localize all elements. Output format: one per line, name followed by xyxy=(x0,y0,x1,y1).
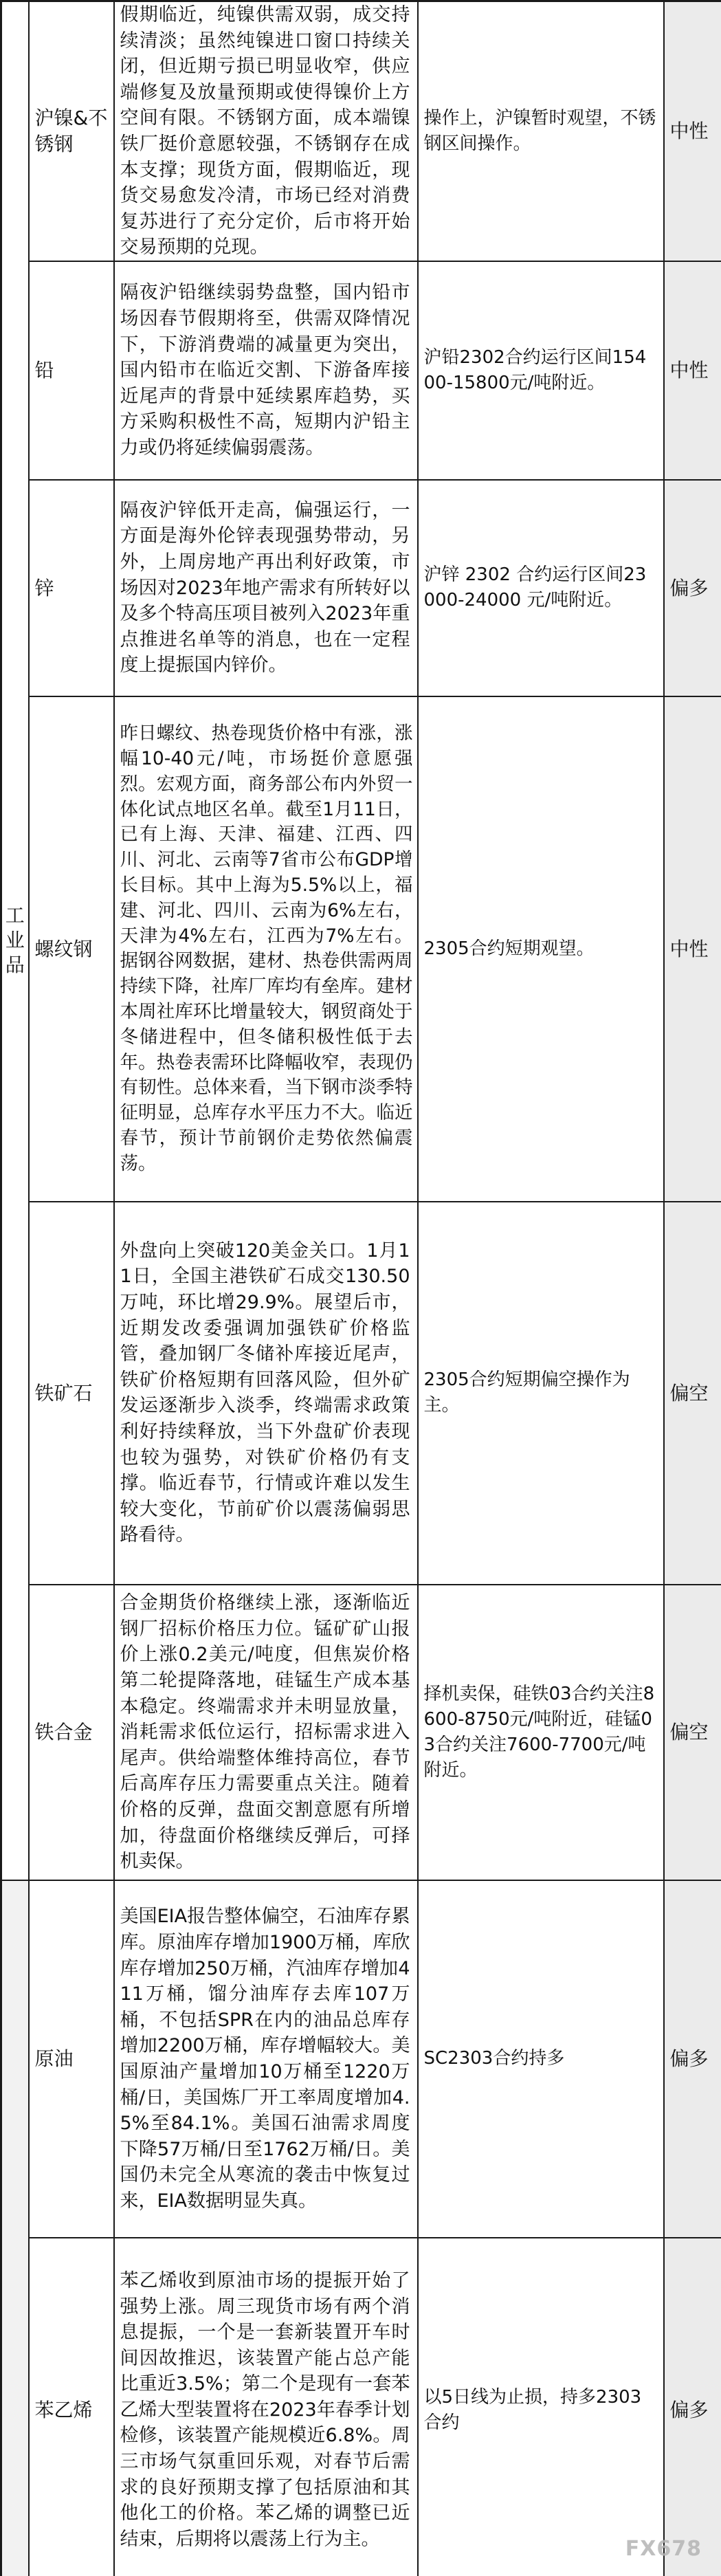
commodity-name: 螺纹钢 xyxy=(29,696,114,1202)
outlook-view: 中性 xyxy=(664,1,721,261)
strategy: 沪铅2302合约运行区间15400-15800元/吨附近。 xyxy=(418,261,664,480)
table-row xyxy=(1,2238,721,2576)
table-row xyxy=(1,1585,721,1880)
outlook-view: 中性 xyxy=(664,261,721,480)
table-row xyxy=(1,261,721,480)
commodity-name: 苯乙烯 xyxy=(29,2238,114,2576)
commodity-name: 铁合金 xyxy=(29,1585,114,1880)
commodity-name: 沪镍&不锈钢 xyxy=(29,1,114,261)
table-row xyxy=(1,1880,721,2238)
outlook-view: 偏空 xyxy=(664,1585,721,1880)
market-analysis: 假期临近，纯镍供需双弱，成交持续清淡；虽然纯镍进口窗口持续关闭，但近期亏损已明显收窄，供应端修复及放量预期或使得镍价上方空间有限。不锈钢方面，成本端镍铁厂挺价意愿较强，不锈钢存在成本支撑；现货方面，假期临近，现货交易愈发冷清，市场已经对消费复苏进行了充分定价，后市将开始交易预期的兑现。 xyxy=(114,1,418,261)
market-analysis: 昨日螺纹、热卷现货价格中有涨，涨幅10-40元/吨，市场挺价意愿强烈。宏观方面，商务部公布内外贸一体化试点地区名单。截至1月11日，已有上海、天津、福建、江西、四川、河北、云南等7省市公布GDP增长目标。其中上海为5.5%以上，福建、河北、四川、云南为6%左右，天津为4%左右，江西为7%左右。据钢谷网数据，建材、热卷供需两周持续下降，社库厂库均有垒库。建材本周社库环比增量较大，钢贸商处于冬储进程中，但冬储积极性低于去年。热卷表需环比降幅收窄，表现仍有韧性。总体来看，当下钢市淡季特征明显，总库存水平压力不大。临近春节，预计节前钢价走势依然偏震荡。 xyxy=(114,696,418,1202)
table-row xyxy=(1,696,721,1202)
table-row xyxy=(1,1,721,261)
outlook-view: 偏多 xyxy=(664,480,721,696)
market-analysis: 隔夜沪锌低开走高，偏强运行，一方面是海外伦锌表现强势带动，另外，上周房地产再出利好政策，市场因对2023年地产需求有所转好以及多个特高压项目被列入2023年重点推进名单等的消息，也在一定程度上提振国内锌价。 xyxy=(114,480,418,696)
market-analysis: 隔夜沪铅继续弱势盘整，国内铅市场因春节假期将至，供需双降情况下，下游消费端的减量更为突出，国内铅市在临近交割、下游备库接近尾声的背景中延续累库趋势，买方采购积极性不高，短期内沪铅主力或仍将延续偏弱震荡。 xyxy=(114,261,418,480)
strategy: 沪锌 2302 合约运行区间23000-24000 元/吨附近。 xyxy=(418,480,664,696)
commodity-name: 铁矿石 xyxy=(29,1202,114,1585)
strategy: 操作上，沪镍暂时观望，不锈钢区间操作。 xyxy=(418,1,664,261)
strategy: 2305合约短期偏空操作为主。 xyxy=(418,1202,664,1585)
category-cell xyxy=(1,1,29,1880)
market-analysis: 苯乙烯收到原油市场的提振开始了强势上涨。周三现货市场有两个消息提振，一个是一套新装置开车时间因故推迟，该装置产能占总产能比重近3.5%；第二个是现有一套苯乙烯大型装置将在2023年春季计划检修，该装置产能规模近6.8%。周三市场气氛重回乐观，对春节后需求的良好预期支撑了包括原油和其他化工的价格。苯乙烯的调整已近结束，后期将以震荡上行为主。 xyxy=(114,2238,418,2576)
market-analysis: 外盘向上突破120美金关口。1月11日，全国主港铁矿石成交130.50万吨，环比增29.9%。展望后市，近期发改委强调加强铁矿价格监管，叠加钢厂冬储补库接近尾声，铁矿价格短期有回落风险，但外矿发运逐渐步入淡季，终端需求政策利好持续释放，当下外盘矿价表现也较为强势，对铁矿价格仍有支撑。临近春节，行情或许难以发生较大变化，节前矿价以震荡偏弱思路看待。 xyxy=(114,1202,418,1585)
category-label: 工业品 xyxy=(5,903,25,976)
outlook-view: 偏多 xyxy=(664,2238,721,2576)
market-analysis: 美国EIA报告整体偏空，石油库存累库。原油库存增加1900万桶，库欣库存增加250万桶，汽油库存增加411万桶，馏分油库存去库107万桶，不包括SPR在内的油品总库存增加2200万桶，库存增幅较大。美国原油产量增加10万桶至1220万桶/日，美国炼厂开工率周度增加4.5%至84.1%。美国石油需求周度下降57万桶/日至1762万桶/日。美国仍未完全从寒流的袭击中恢复过来，EIA数据明显失真。 xyxy=(114,1880,418,2238)
watermark-logo: FX678 xyxy=(625,2537,702,2561)
strategy: 择机卖保，硅铁03合约关注8600-8750元/吨附近，硅锰03合约关注7600-7700元/吨附近。 xyxy=(418,1585,664,1880)
commodity-name: 锌 xyxy=(29,480,114,696)
strategy: 以5日线为止损，持多2303合约 xyxy=(418,2238,664,2576)
table-row xyxy=(1,480,721,696)
table-row xyxy=(1,1202,721,1585)
strategy: 2305合约短期观望。 xyxy=(418,696,664,1202)
market-analysis: 合金期货价格继续上涨，逐渐临近钢厂招标价格压力位。锰矿矿山报价上涨0.2美元/吨度，但焦炭价格第二轮提降落地，硅锰生产成本基本稳定。终端需求并未明显放量，消耗需求低位运行，招标需求进入尾声。供给端整体维持高位，春节后高库存压力需要重点关注。随着价格的反弹，盘面交割意愿有所增加，待盘面价格继续反弹后，可择机卖保。 xyxy=(114,1585,418,1880)
commodity-name: 原油 xyxy=(29,1880,114,2238)
strategy: SC2303合约持多 xyxy=(418,1880,664,2238)
outlook-view: 偏空 xyxy=(664,1202,721,1585)
category-cell-energy xyxy=(1,1880,29,2576)
outlook-view: 中性 xyxy=(664,696,721,1202)
outlook-view: 偏多 xyxy=(664,1880,721,2238)
commodity-name: 铅 xyxy=(29,261,114,480)
